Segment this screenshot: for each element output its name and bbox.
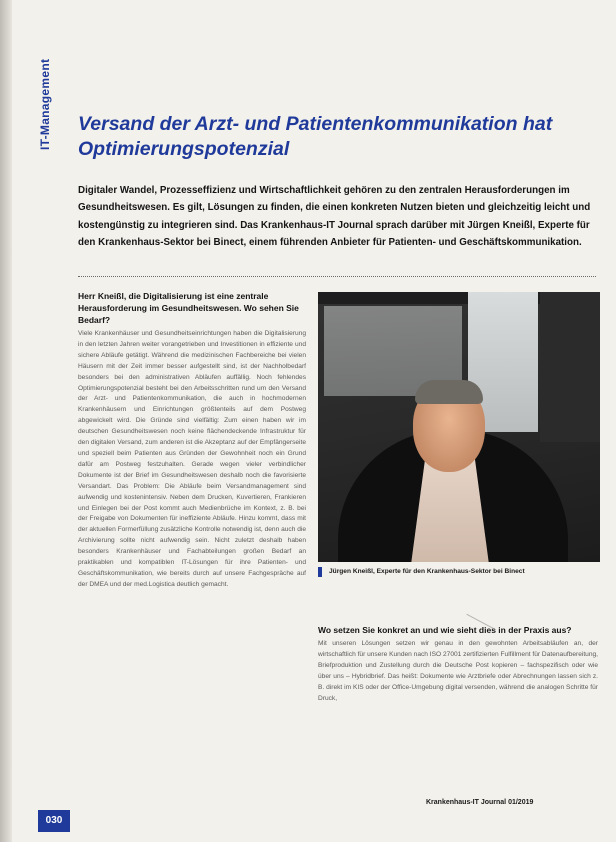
photo-window-dark	[540, 292, 600, 442]
divider	[78, 276, 596, 277]
page-gutter	[0, 0, 12, 842]
page-number: 030	[38, 810, 70, 832]
interview-column-left	[78, 290, 306, 591]
photo-caption: Jürgen Kneißl, Experte für den Krankenhaus-Sektor bei Binect	[318, 567, 599, 577]
interview-question: Wo setzen Sie konkret an und wie sieht dies in der Praxis aus?	[318, 625, 572, 635]
lead-paragraph: Digitaler Wandel, Prozesseffizienz und Wirtschaftlichkeit gehören zu den zentralen Herausforderungen im Gesundheitswesen. Es gilt, Lösungen zu finden, die einen konkreten Nutzen bieten und gleichzeitig leicht und kostengünstig zu integrieren sind. Das Krankenhaus-IT Journal sprach darüber mit Jürgen Kneißl, Experte für den Krankenhaus-Sektor bei Binect, einem führenden Anbieter für Patienten- und Geschäftskommunikation.	[78, 185, 591, 249]
headline: Versand der Arzt- und Patientenkommunikation hat Optimierungspotenzial	[78, 113, 553, 160]
photo-person-hair	[415, 380, 483, 404]
interview-answer: Viele Krankenhäuser und Gesundheitseinrichtungen haben die Digitalisierung in den letzten Jahren weiter vorangetrieben und Investitionen in effiziente und sichere Abläufe getätigt. Während die medizinischen Fachbereiche bei vielen Häusern mit der Zeit immer besser aufgestellt sind, ist der Nachholbedarf besonders bei den administrativen Abläufen auffällig. Noch fehlendes Optimierungspotenzial besteht bei den Arbeitsschritten rund um den Versand der Arzt- und Patientenkommunikation, die auch in hochmodernen Krankenhäusern und Einrichtungen größtenteils auf dem Postweg abgewickelt wird. Die Gründe sind vielfältig: Zum einen haben wir im deutschen Gesundheitswesen noch keine flächendeckende Infrastruktur für den digitalen Versand, zum anderen ist die Akzeptanz auf der Empfängerseite und speziell beim Patienten aus Gründen der Gewohnheit noch ein Grund dafür am Postweg festzuhalten. Gerade wegen vieler verbindlicher Dokumente ist der Brief im Gesundheitswesen deshalb noch die favorisierte Versandart. Das Problem: Die Abläufe beim Versandmanagement sind aufwendig und kostenintensiv. Neben dem Drucken, Kuvertieren, Frankieren und Einlegen bei der Post kommt auch Medienbrüche im Kontext, z. B. bei der Freigabe von Dokumenten für ineffiziente Abläufe. Hinzu kommt, dass mit der aktuellen Formerfüllung zusätzliche Kontrolle notwendig ist, denn auch die Archivierung sollte nicht aufwendig sein. Nicht zuletzt deshalb haben besonders Krankenhäuser und Fachabteilungen großen Bedarf an praktikablen und kompatiblen IT-Lösungen für ihre Patienten- und Geschäftskommunikation, wie bereits durch auf unsere Fachgespräche auf der DMEA und der med.Logistica deutlich gemacht.	[78, 330, 306, 588]
interview-column-right	[318, 624, 598, 704]
interview-question: Herr Kneißl, die Digitalisierung ist eine zentrale Herausforderung im Gesundheitswesen. Wo sehen Sie Bedarf?	[78, 291, 299, 325]
interview-answer: Mit unseren Lösungen setzen wir genau in den gewohnten Arbeitsabläufen an, der wirtschaftlich für unsere Kunden nach ISO 27001 zertifizierten Fulfillment für Datenaufbereitung, Briefproduktion und Zustellung durch die Deutsche Post kopieren – fachspezifisch oder wie über uns – Hybridbrief. Das heißt: Dokumente wie Arztbriefe oder Abrechnungen lassen sich z. B. direkt im KIS oder der Office-Umgebung digital versenden, während die analogen Schritte für Druck,	[318, 640, 599, 702]
journal-footer: Krankenhaus-IT Journal 01/2019	[426, 799, 534, 806]
portrait-photo	[318, 292, 600, 562]
section-label-text: IT-Management	[38, 58, 52, 150]
